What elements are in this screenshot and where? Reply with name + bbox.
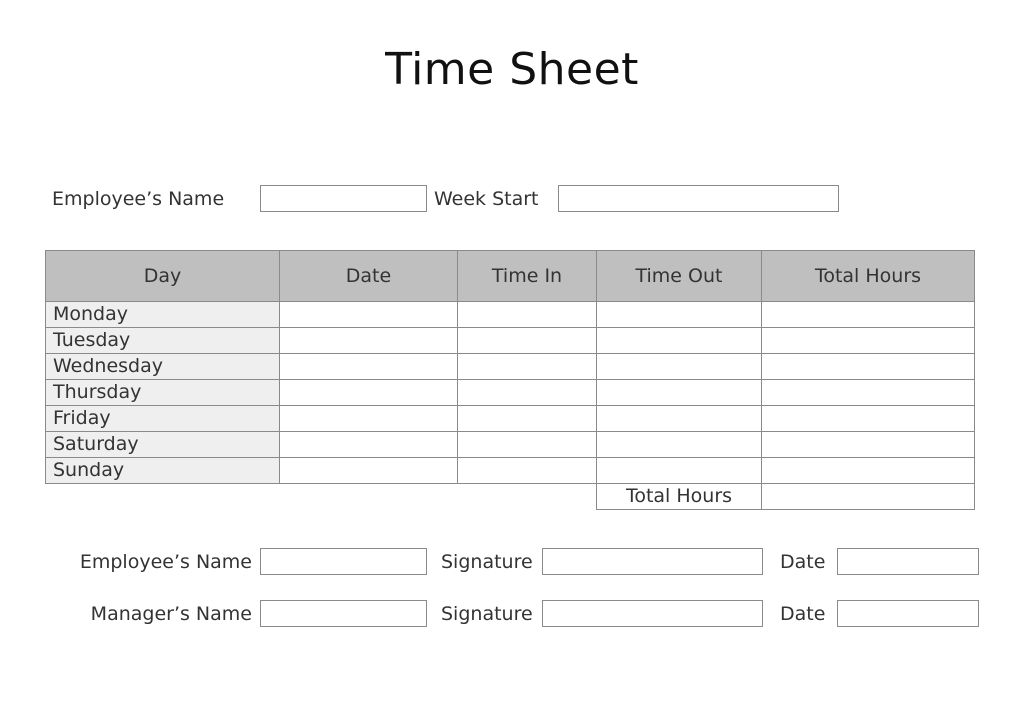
- column-header-total-hours: Total Hours: [762, 251, 975, 302]
- total-hours-label: Total Hours: [597, 484, 762, 510]
- time-out-cell[interactable]: [597, 380, 762, 406]
- column-header-time-out: Time Out: [597, 251, 762, 302]
- week-start-label: Week Start: [434, 188, 539, 210]
- column-header-date: Date: [280, 251, 458, 302]
- time-out-cell[interactable]: [597, 432, 762, 458]
- manager-name-label: Manager’s Name: [90, 603, 252, 625]
- time-out-cell[interactable]: [597, 328, 762, 354]
- day-label: Saturday: [46, 432, 280, 458]
- total-hours-cell[interactable]: [762, 432, 975, 458]
- time-in-cell[interactable]: [458, 328, 597, 354]
- time-in-cell[interactable]: [458, 302, 597, 328]
- day-label: Wednesday: [46, 354, 280, 380]
- total-row-spacer: [46, 484, 280, 510]
- table-header-row: [46, 251, 975, 302]
- total-hours-sum-cell[interactable]: [762, 484, 975, 510]
- time-in-cell[interactable]: [458, 380, 597, 406]
- total-hours-cell[interactable]: [762, 354, 975, 380]
- table-row: [46, 354, 975, 380]
- total-hours-cell[interactable]: [762, 380, 975, 406]
- column-header-day: Day: [46, 251, 280, 302]
- time-out-cell[interactable]: [597, 302, 762, 328]
- table-row: [46, 302, 975, 328]
- time-in-cell[interactable]: [458, 406, 597, 432]
- employee-signature-field[interactable]: [542, 548, 763, 575]
- footer-employee-name-field[interactable]: [260, 548, 427, 575]
- timesheet-table: [45, 250, 975, 510]
- date-cell[interactable]: [280, 406, 458, 432]
- date-cell[interactable]: [280, 302, 458, 328]
- time-out-cell[interactable]: [597, 458, 762, 484]
- time-in-cell[interactable]: [458, 432, 597, 458]
- employee-name-label: Employee’s Name: [52, 188, 225, 210]
- time-out-cell[interactable]: [597, 406, 762, 432]
- total-hours-cell[interactable]: [762, 328, 975, 354]
- day-label: Thursday: [46, 380, 280, 406]
- table-row: [46, 406, 975, 432]
- day-label: Tuesday: [46, 328, 280, 354]
- employee-date-field[interactable]: [837, 548, 979, 575]
- table-row: [46, 328, 975, 354]
- employee-signature-label: Signature: [441, 551, 533, 573]
- manager-date-field[interactable]: [837, 600, 979, 627]
- employee-date-label: Date: [780, 551, 826, 573]
- page-title: Time Sheet: [385, 44, 639, 95]
- employee-name-field[interactable]: [260, 185, 427, 212]
- date-cell[interactable]: [280, 328, 458, 354]
- day-label: Sunday: [46, 458, 280, 484]
- table-row: [46, 432, 975, 458]
- date-cell[interactable]: [280, 458, 458, 484]
- date-cell[interactable]: [280, 432, 458, 458]
- date-cell[interactable]: [280, 354, 458, 380]
- total-hours-cell[interactable]: [762, 302, 975, 328]
- total-hours-cell[interactable]: [762, 406, 975, 432]
- date-cell[interactable]: [280, 380, 458, 406]
- total-row-spacer: [458, 484, 597, 510]
- column-header-time-in: Time In: [458, 251, 597, 302]
- day-label: Friday: [46, 406, 280, 432]
- time-in-cell[interactable]: [458, 458, 597, 484]
- table-row: [46, 380, 975, 406]
- week-start-field[interactable]: [558, 185, 839, 212]
- total-row-spacer: [280, 484, 458, 510]
- manager-date-label: Date: [780, 603, 826, 625]
- total-row: [46, 484, 975, 510]
- manager-name-field[interactable]: [260, 600, 427, 627]
- table-row: [46, 458, 975, 484]
- day-label: Monday: [46, 302, 280, 328]
- manager-signature-label: Signature: [441, 603, 533, 625]
- time-out-cell[interactable]: [597, 354, 762, 380]
- manager-signature-field[interactable]: [542, 600, 763, 627]
- time-in-cell[interactable]: [458, 354, 597, 380]
- footer-employee-name-label: Employee’s Name: [79, 551, 252, 573]
- total-hours-cell[interactable]: [762, 458, 975, 484]
